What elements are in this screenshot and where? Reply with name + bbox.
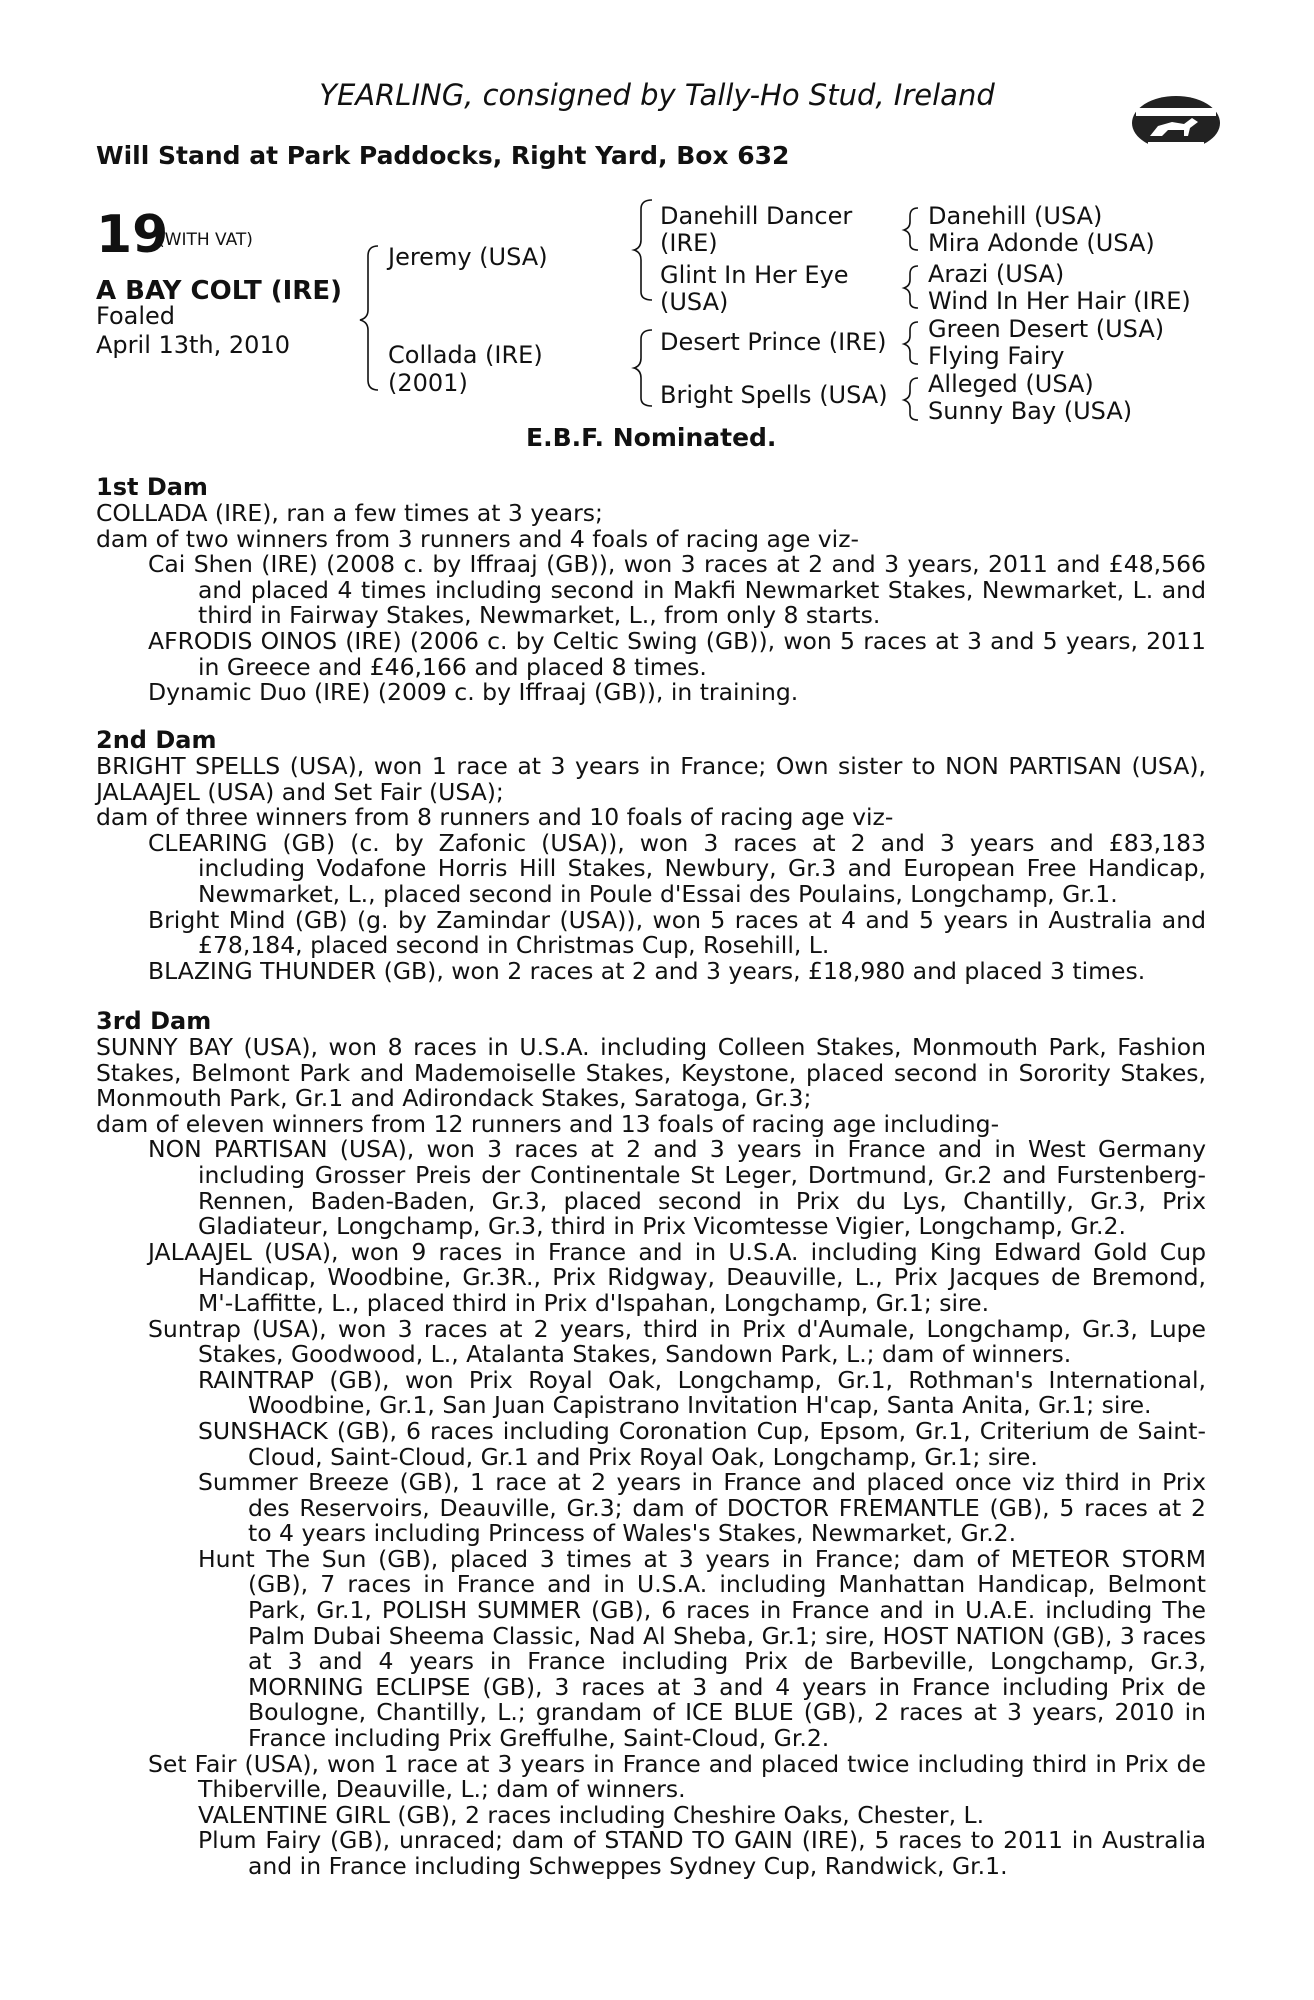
vat-note: (WITH VAT) [158,230,253,250]
second-dam-line: BLAZING THUNDER (GB), won 2 races at 2 and 3 years, £18,980 and placed 3 times. [148,956,1146,985]
pedigree-dss: Green Desert (USA) [928,315,1165,343]
second-dam-section [96,727,1206,984]
third-dam-line: SUNNY BAY (USA), won 8 races in U.S.A. including Colleen Stakes, Monmouth Park, Fashion Stakes, Belmont Park and Mademoiselle Stakes, Keystone, placed second in Sorority Stakes, Monmouth Park, Gr.1 and Adirondack Stakes, Saratoga, Gr.3; [96,1033,1206,1113]
first-dam-line: dam of two winners from 3 runners and 4 foals of racing age viz- [96,524,860,553]
second-dam-line: Bright Mind (GB) (g. by Zamindar (USA)), won 5 races at 4 and 5 years in Australia and £78,184, placed second in Christmas Cup, Rosehill, L. [148,905,1206,960]
pedigree-dds: Alleged (USA) [928,370,1094,398]
foaled-label: Foaled [96,302,176,330]
lot-number: 19 [96,205,169,265]
pedigree-sire: Jeremy (USA) [388,243,548,271]
pedigree-sire-dam-country: (USA) [660,288,729,316]
lot-description: A BAY COLT (IRE) [96,276,342,306]
second-dam-heading: 2nd Dam [96,726,217,754]
first-dam-section [96,474,1206,706]
pedigree-dam-dam: Bright Spells (USA) [660,381,888,409]
third-dam-section [96,1008,1206,1880]
ebf-nominated: E.B.F. Nominated. [526,423,777,452]
pedigree-sds: Arazi (USA) [928,260,1065,288]
third-dam-line: NON PARTISAN (USA), won 3 races at 2 and 3 years in France and in West Germany including Grosser Preis der Continentale St Leger, Dortmund, Gr.2 and Furstenberg-Rennen, Baden-Baden, Gr.3, placed second in Prix du Lys, Chantilly, Gr.3, Prix Gladiateur, Longchamp, Gr.3, third in Prix Vicomtesse Vigier, Longchamp, Gr.2. [148,1135,1206,1241]
pedigree-sire-sire: Danehill Dancer [660,202,853,230]
first-dam-line: AFRODIS OINOS (IRE) (2006 c. by Celtic Swing (GB)), won 5 races at 3 and 5 years, 2011 in Greece and £46,166 and placed 8 times. [148,626,1206,681]
pedigree-sss: Danehill (USA) [928,202,1103,230]
second-dam-line: dam of three winners from 8 runners and 10 foals of racing age viz- [96,803,894,832]
pedigree-ssd: Mira Adonde (USA) [928,229,1155,257]
third-dam-line: Set Fair (USA), won 1 race at 3 years in France and placed twice including third in Prix de Thiberville, Deauville, L.; dam of winners. [148,1749,1206,1804]
second-dam-line: CLEARING (GB) (c. by Zafonic (USA)), won 3 races at 2 and 3 years and £83,183 including Vodafone Horris Hill Stakes, Newbury, Gr.3 and European Free Handicap, Newmarket, L., placed second in Poule d'Essai des Poulains, Longchamp, Gr.1. [148,828,1206,908]
third-dam-line: Summer Breeze (GB), 1 race at 2 years in France and placed once viz third in Prix des Reservoirs, Deauville, Gr.3; dam of DOCTOR FREMANTLE (GB), 5 races at 2 to 4 years including Princess of Wales's Stakes, Newmarket, Gr.2. [198,1468,1206,1548]
pedigree-sire-dam: Glint In Her Eye [660,261,849,289]
third-dam-line: Hunt The Sun (GB), placed 3 times at 3 years in France; dam of METEOR STORM (GB), 7 races in France and in U.S.A. including Manhattan Handicap, Belmont Park, Gr.1, POLISH SUMMER (GB), 6 races in France and in U.A.E. including The Palm Dubai Sheema Classic, Nad Al Sheba, Gr.1; sire, HOST NATION (GB), 3 races at 3 and 4 years in France including Prix de Barbeville, Longchamp, Gr.3, MORNING ECLIPSE (GB), 3 races at 3 and 4 years in France including Prix de Boulogne, Chantilly, L.; grandam of ICE BLUE (GB), 2 races at 3 years, 2010 in France including Prix Greffulhe, Saint-Cloud, Gr.2. [198,1544,1206,1753]
second-dam-line: BRIGHT SPELLS (USA), won 1 race at 3 years in France; Own sister to NON PARTISAN (USA), JALAAJEL (USA) and Set Fair (USA); [96,752,1206,806]
third-dam-line: dam of eleven winners from 12 runners and 13 foals of racing age including- [96,1109,1000,1138]
first-dam-line: COLLADA (IRE), ran a few times at 3 years; [96,499,603,527]
pedigree-dam-year: (2001) [388,369,468,397]
first-dam-line: Dynamic Duo (IRE) (2009 c. by Iffraaj (GB)), in training. [148,678,799,707]
first-dam-heading: 1st Dam [96,473,208,501]
stand-location: Will Stand at Park Paddocks, Right Yard, Box 632 [96,141,790,170]
pedigree-ddd: Sunny Bay (USA) [928,397,1133,425]
third-dam-line: JALAAJEL (USA), won 9 races in France and in U.S.A. including King Edward Gold Cup Handicap, Woodbine, Gr.3R., Prix Ridgway, Deauville, L., Prix Jacques de Bremond, M'-Laffitte, L., placed third in Prix d'Ispahan, Longchamp, Gr.1; sire. [148,1237,1206,1317]
pedigree-dam-sire: Desert Prince (IRE) [660,328,887,356]
first-dam-line: Cai Shen (IRE) (2008 c. by Iffraaj (GB)), won 3 races at 2 and 3 years, 2011 and £48,566 and placed 4 times including second in Makfi Newmarket Stakes, Newmarket, L. and third in Fairway Stakes, Newmarket, L., from only 8 starts. [148,550,1206,630]
pedigree-dam: Collada (IRE) [388,341,543,369]
third-dam-line: SUNSHACK (GB), 6 races including Coronation Cup, Epsom, Gr.1, Criterium de Saint-Cloud, Saint-Cloud, Gr.1 and Prix Royal Oak, Longchamp, Gr.1; sire. [198,1416,1206,1471]
pedigree-braces [0,0,1314,440]
third-dam-line: RAINTRAP (GB), won Prix Royal Oak, Longchamp, Gr.1, Rothman's International, Woodbine, Gr.1, San Juan Capistrano Invitation H'cap, Santa Anita, Gr.1; sire. [198,1365,1206,1420]
third-dam-heading: 3rd Dam [96,1007,212,1035]
third-dam-line: Suntrap (USA), won 3 races at 2 years, third in Prix d'Aumale, Longchamp, Gr.3, Lupe Stakes, Goodwood, L., Atalanta Stakes, Sandown Park, L.; dam of winners. [148,1314,1206,1369]
third-dam-line: Plum Fairy (GB), unraced; dam of STAND TO GAIN (IRE), 5 races to 2011 in Australia and in France including Schweppes Sydney Cup, Randwick, Gr.1. [198,1826,1206,1880]
pedigree-dsd: Flying Fairy [928,342,1065,370]
pedigree-sdd: Wind In Her Hair (IRE) [928,287,1191,315]
foaled-date: April 13th, 2010 [96,331,290,359]
third-dam-line: VALENTINE GIRL (GB), 2 races including Cheshire Oaks, Chester, L. [198,1800,985,1829]
pedigree-sire-sire-country: (IRE) [660,229,718,257]
page-title: YEARLING, consigned by Tally-Ho Stud, Ireland [319,78,995,112]
